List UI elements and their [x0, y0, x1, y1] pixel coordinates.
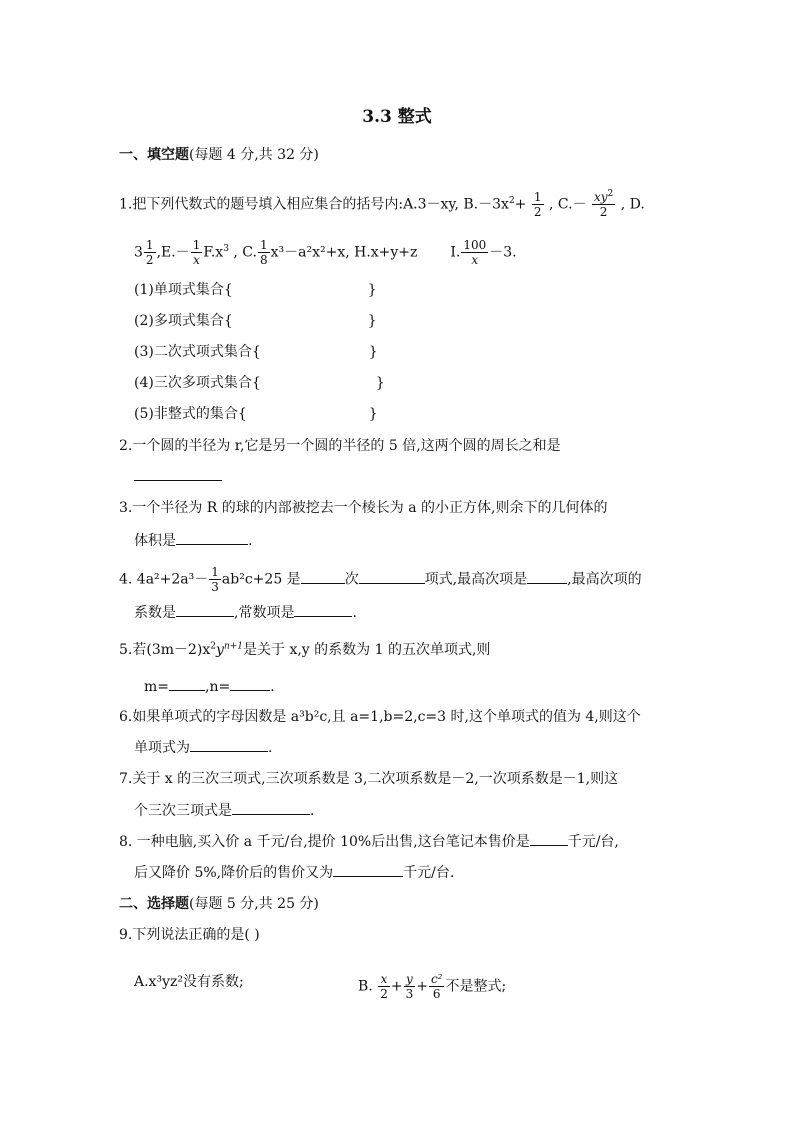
section-fill-in-heading — [119, 145, 319, 165]
fraction: $\frac{\text{c²}}{6}$ — [430, 972, 443, 1001]
q7-line2: 个三次三项式是 . — [134, 800, 314, 821]
q2-text: 2.一个圆的半径为 r,它是另一个圆的半径的 5 倍,这两个圆的周长之和是 — [119, 438, 561, 454]
q6-line2: 单项式为 . — [134, 737, 272, 758]
section-note: (每题 4 分,共 32 分) — [189, 147, 319, 163]
q5-line1: 5.若$(3m-2)x^2y^{n+1}$是关于 x,y 的系数为 1 的五次单项式,则 — [119, 641, 491, 658]
fraction: $\frac{x}{2}$ — [380, 972, 388, 1001]
fraction: $\frac{1}{3}$ — [211, 565, 219, 594]
q4-line2: 系数是 ,常数项是 . — [134, 602, 357, 623]
fraction: $\frac{100}{x}$ — [463, 238, 487, 267]
q9-option-b: B. $\frac{x}{2}$ + $\frac{y}{3}$ + $\frac{\text{c²}}{6}$ 不是整式; — [358, 972, 507, 1001]
q1-c-tail: , D. — [620, 196, 645, 213]
q1-b-tail: + — [514, 196, 527, 213]
fraction: $\frac{xy^2}{2}$ — [593, 189, 614, 219]
set-item: (5)非整式的集合{ } — [134, 406, 378, 422]
set-item: (3)二次式项式集合{ } — [134, 344, 378, 360]
fraction: $\frac{1}{x}$ — [192, 238, 201, 267]
q4-line1: 4. 4a²+2a³－ $\frac{1}{3}$ ab²c+25 是 次 项式,最高次项是 ,最高次项的 — [119, 565, 642, 594]
section-heading: 一、填空题 — [119, 147, 189, 163]
q5-line2: m= ,n= . — [144, 676, 275, 697]
q2-answer — [134, 466, 222, 487]
fraction: $\frac{y}{3}$ — [405, 972, 414, 1001]
q1-line1: 1.把下列代数式的题号填入相应集合的括号内:A.3－xy, $B.-3x^2+$ $\frac{1}{2}$ , C.－ $\frac{xy^2}{2}$ , D. — [119, 189, 645, 219]
q9-option-a: A.x³yz²没有系数; — [134, 974, 244, 990]
page-title: 3.3 整式 — [362, 107, 432, 127]
fraction: $\frac{1}{8}$ — [259, 238, 268, 267]
fraction: $\frac{1}{2}$ — [145, 238, 154, 267]
q8-line2: 后又降价 5%,降价后的售价又为 千元/台. — [134, 862, 454, 883]
q3-line2: 体积是 . — [134, 530, 252, 551]
fraction: $\frac{1}{2}$ — [533, 190, 542, 219]
set-item: (1)单项式集合{ } — [134, 282, 377, 298]
section-choice-heading: 二、选择题(每题 5 分,共 25 分) — [119, 896, 319, 912]
q3-line1: 3.一个半径为 R 的球的内部被挖去一个棱长为 a 的小正方体,则余下的几何体的 — [119, 500, 608, 516]
q1-intro: 1.把下列代数式的题号填入相应集合的括号内:A.3－xy, B.－3x — [119, 196, 509, 213]
q1-line2: 3 $\frac{1}{2}$ ,E.－ $\frac{1}{x}$ $F.x^3$ , C. $\frac{1}{8}$ x³－a²x²+x, H.x+y+z I. $\frac{100}{x}$ －3. — [134, 238, 517, 267]
q8-line1: 8. 一种电脑,买入价 a 千元/台,提价 10%后出售,这台笔记本售价是 千元/台, — [119, 831, 619, 852]
set-item: (2)多项式集合{ } — [134, 313, 377, 329]
set-item: (4)三次多项式集合{ } — [134, 375, 385, 391]
q6-line1: 6.如果单项式的字母因数是 a³b²c,且 a=1,b=2,c=3 时,这个单项式的值为 4,则这个 — [119, 709, 641, 725]
q1-c-label: , C.－ — [548, 196, 587, 213]
q7-line1: 7.关于 x 的三次三项式,三次项系数是 3,二次项系数是－2,一次项系数是－1,则这 — [119, 771, 619, 787]
q9-stem: 9.下列说法正确的是( ) — [119, 927, 260, 943]
